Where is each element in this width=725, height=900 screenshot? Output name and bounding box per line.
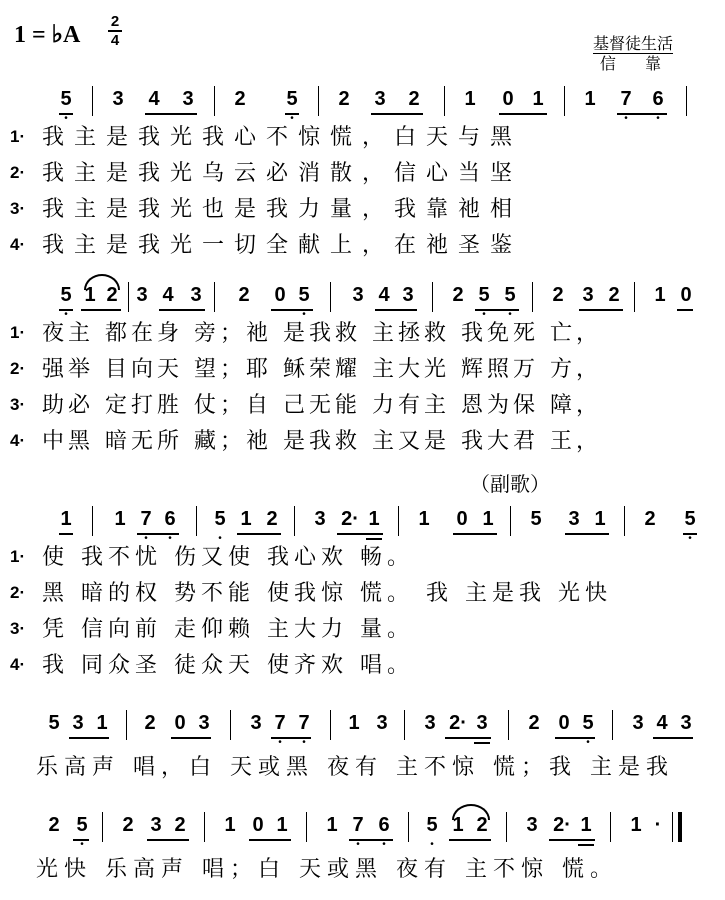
note: 3 <box>424 712 436 734</box>
note: 0 <box>502 88 514 110</box>
note: 7 <box>140 508 152 530</box>
note: 5 <box>426 814 438 836</box>
source-credit: 基督徒生活 <box>592 34 673 53</box>
note: 0 <box>174 712 186 734</box>
note: 5 <box>60 88 72 110</box>
lyric-line: 4· 我 同众圣 徒众天 使齐欢 唱。 <box>10 653 414 678</box>
note: 1 <box>464 88 476 110</box>
note: 1 <box>654 284 666 306</box>
lyric-line: 光快 乐高声 唱；白 天或黑 夜有 主不惊 慌。 <box>36 857 618 882</box>
note: 1 <box>224 814 236 836</box>
note: 1 <box>452 814 464 836</box>
note: 2 <box>552 284 564 306</box>
note: 2· <box>553 814 571 836</box>
note: 3 <box>402 284 414 306</box>
note: 5 <box>684 508 696 530</box>
note: 0 <box>456 508 468 530</box>
note: 3 <box>112 88 124 110</box>
note: 6 <box>164 508 176 530</box>
note: 1 <box>482 508 494 530</box>
note: 3 <box>72 712 84 734</box>
note: 5 <box>286 88 298 110</box>
note: 7 <box>274 712 286 734</box>
note: 1 <box>418 508 430 530</box>
note: 2 <box>266 508 278 530</box>
note: 2 <box>452 284 464 306</box>
note: 5 <box>298 284 310 306</box>
lyric-line: 2· 黑 暗的权 势不能 使我惊 慌。 我 主是我 光快 <box>10 581 612 606</box>
note: 6 <box>652 88 664 110</box>
lyric-line: 1· 使 我不忧 伤又使 我心欢 畅。 <box>10 545 414 570</box>
note: 5 <box>530 508 542 530</box>
note: 0 <box>252 814 264 836</box>
note: 1 <box>240 508 252 530</box>
note: 2 <box>238 284 250 306</box>
note: 1 <box>276 814 288 836</box>
note: 3 <box>582 284 594 306</box>
note: 1 <box>60 508 72 530</box>
note: 2 <box>476 814 488 836</box>
note: 5 <box>214 508 226 530</box>
note: 2 <box>528 712 540 734</box>
notation-row-5: 2 5 • 2 3 2 1 0 1 1 7 6 • • 5 1 2 • 3 2· 1 1 · <box>0 810 725 846</box>
note: 6 <box>378 814 390 836</box>
note: 1 <box>584 88 596 110</box>
note: 2 <box>48 814 60 836</box>
lyric-line: 1· 我主是我光我心不惊慌，白天与黑 <box>10 125 523 150</box>
note: 7 <box>620 88 632 110</box>
note: 3 <box>632 712 644 734</box>
note: 3 <box>568 508 580 530</box>
note: 0 <box>274 284 286 306</box>
note: 1 <box>580 814 592 836</box>
note: 2 <box>644 508 656 530</box>
note: 3 <box>374 88 386 110</box>
note: 3 <box>376 712 388 734</box>
notation-row-2: 5 1 2 • 3 4 3 2 0 5 • 3 4 3 2 5 5 • • 2 3 2 1 0 <box>0 280 725 316</box>
note: 2 <box>408 88 420 110</box>
lyric-line: 3· 凭 信向前 走仰赖 主大力 量。 <box>10 617 414 642</box>
lyric-line: 乐高声 唱，白 天或黑 夜有 主不惊 慌；我 主是我 <box>36 755 674 780</box>
credit <box>593 34 673 73</box>
note: 4 <box>656 712 668 734</box>
note: 0 <box>558 712 570 734</box>
note: 2 <box>174 814 186 836</box>
note: 5 <box>504 284 516 306</box>
lyric-line: 2· 我主是我光乌云必消散，信心当坚 <box>10 161 523 186</box>
note: 1 <box>96 712 108 734</box>
note: 0 <box>680 284 692 306</box>
note: 4 <box>162 284 174 306</box>
note: 5 <box>76 814 88 836</box>
lyric-line: 4· 中黑 暗无所 藏；祂 是我救 主又是 我大君 王， <box>10 429 602 454</box>
note: 2 <box>106 284 118 306</box>
time-signature <box>108 14 122 48</box>
note: 1 <box>326 814 338 836</box>
note: 1 <box>368 508 380 530</box>
note: 1 <box>594 508 606 530</box>
note: 3 <box>476 712 488 734</box>
meter-bottom: 4 <box>110 32 120 49</box>
note: 4 <box>148 88 160 110</box>
lyric-line: 3· 我主是我光也是我力量，我靠祂相 <box>10 197 523 222</box>
note: 3 <box>352 284 364 306</box>
note: 2 <box>122 814 134 836</box>
notation-row-1: 5 • 3 4 3 2 5 • 2 3 2 1 0 1 1 7 6 • • <box>0 84 725 120</box>
note: 2· <box>341 508 359 530</box>
note: 3 <box>182 88 194 110</box>
note: 3 <box>136 284 148 306</box>
note: 7 <box>298 712 310 734</box>
note: 3 <box>314 508 326 530</box>
note: 2· <box>449 712 467 734</box>
note: 4 <box>378 284 390 306</box>
notation-row-4: 5 3 1 2 0 3 3 7 7 • • 1 3 3 2· 3 2 0 5 • 3 4 3 <box>0 708 725 744</box>
note: 1 <box>532 88 544 110</box>
note: 2 <box>338 88 350 110</box>
note: 5 <box>60 284 72 306</box>
note: 5 <box>582 712 594 734</box>
note: 5 <box>48 712 60 734</box>
lyric-line: 4· 我主是我光一切全献上，在祂圣鉴 <box>10 233 523 258</box>
tune-credit: 信 靠 <box>599 54 673 73</box>
chorus-label: （副歌） <box>470 472 550 496</box>
note: 1 <box>84 284 96 306</box>
note: 3 <box>680 712 692 734</box>
note: 3 <box>150 814 162 836</box>
note: 2 <box>608 284 620 306</box>
note: 1 <box>114 508 126 530</box>
note: 2 <box>234 88 246 110</box>
note: · <box>654 814 662 836</box>
note: 3 <box>250 712 262 734</box>
note: 7 <box>352 814 364 836</box>
key-signature: 1 = ♭A <box>14 22 81 48</box>
note: 5 <box>478 284 490 306</box>
note: 2 <box>144 712 156 734</box>
note: 3 <box>190 284 202 306</box>
note: 1 <box>348 712 360 734</box>
note: 3 <box>198 712 210 734</box>
lyric-line: 1· 夜主 都在身 旁；祂 是我救 主拯救 我免死 亡， <box>10 321 602 346</box>
lyric-line: 2· 强举 目向天 望；耶 稣荣耀 主大光 辉照万 方， <box>10 357 602 382</box>
note: 1 <box>630 814 642 836</box>
notation-row-3: 1 1 7 6 • • 5 1 2 • 3 2· 1 1 0 1 5 3 1 2 5 • <box>0 504 725 540</box>
note: 3 <box>526 814 538 836</box>
meter-top: 2 <box>110 13 120 30</box>
lyric-line: 3· 助必 定打胜 仗；自 己无能 力有主 恩为保 障， <box>10 393 602 418</box>
